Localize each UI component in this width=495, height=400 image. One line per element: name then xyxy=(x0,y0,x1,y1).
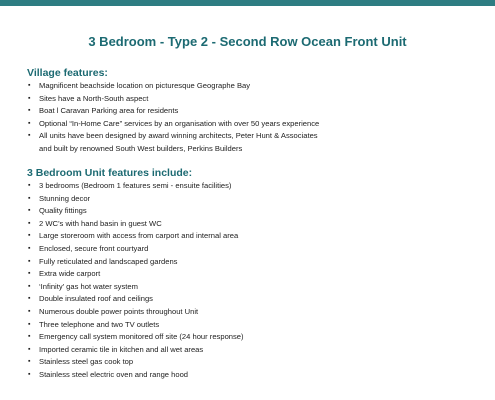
unit-feature-item-text: Emergency call system monitored off site (24 hour response) xyxy=(39,332,244,342)
unit-feature-item-text: Imported ceramic tile in kitchen and all wet areas xyxy=(39,344,204,354)
village-feature-item xyxy=(27,105,477,118)
unit-feature-item xyxy=(27,281,477,294)
bullet-icon: ▪ xyxy=(28,244,31,252)
unit-feature-item-text: Double insulated roof and ceilings xyxy=(39,294,153,304)
bullet-icon: ▪ xyxy=(28,207,31,215)
village-features-heading: Village features: xyxy=(27,67,108,79)
unit-feature-item-text: ‘Infinity’ gas hot water system xyxy=(39,281,138,291)
village-features-section xyxy=(27,66,477,156)
bullet-icon: ▪ xyxy=(28,333,31,341)
header-bar xyxy=(0,0,495,6)
village-feature-item xyxy=(27,143,477,156)
bullet-icon: ▪ xyxy=(28,270,31,278)
village-feature-item xyxy=(27,118,477,131)
village-feature-item-text: Boat l Caravan Parking area for residents xyxy=(39,106,179,116)
village-feature-item-text: and built by renowned South West builders, Perkins Builders xyxy=(39,143,243,153)
unit-feature-item xyxy=(27,293,477,306)
unit-feature-item xyxy=(27,205,477,218)
unit-feature-item xyxy=(27,344,477,357)
village-features-list xyxy=(27,80,477,156)
bullet-icon: ▪ xyxy=(28,370,31,378)
bullet-icon: ▪ xyxy=(28,94,31,102)
bullet-icon: ▪ xyxy=(28,358,31,366)
village-feature-item-text: Magnificent beachside location on picturesque Geographe Bay xyxy=(39,81,251,90)
unit-features-list xyxy=(27,180,477,382)
unit-feature-item-text: Stunning decor xyxy=(39,193,91,203)
village-feature-item-text: Sites have a North-South aspect xyxy=(39,93,149,103)
bullet-icon: ▪ xyxy=(28,132,31,140)
unit-features-heading: 3 Bedroom Unit features include: xyxy=(27,167,193,179)
village-feature-item-text: Optional “In-Home Care” services by an organisation with over 50 years experience xyxy=(39,118,320,128)
unit-feature-item xyxy=(27,230,477,243)
unit-feature-item xyxy=(27,319,477,332)
unit-feature-item-text: Quality fittings xyxy=(39,206,87,216)
unit-feature-item-text: Three telephone and two TV outlets xyxy=(39,319,160,329)
bullet-icon: ▪ xyxy=(28,320,31,328)
unit-feature-item-text: Fully reticulated and landscaped gardens xyxy=(39,256,178,266)
bullet-icon: ▪ xyxy=(28,282,31,290)
bullet-icon: ▪ xyxy=(28,345,31,353)
unit-feature-item-text: Stainless steel gas cook top xyxy=(39,357,134,367)
unit-feature-item xyxy=(27,180,477,193)
unit-feature-item-text: Stainless steel electric oven and range hood xyxy=(39,369,189,379)
village-feature-item-text: All units have been designed by award winning architects, Peter Hunt & Associates xyxy=(39,131,318,141)
bullet-icon: ▪ xyxy=(28,182,31,189)
village-feature-item xyxy=(27,130,477,143)
bullet-icon: ▪ xyxy=(28,219,31,227)
bullet-icon: ▪ xyxy=(28,194,31,202)
unit-feature-item xyxy=(27,369,477,382)
village-feature-item xyxy=(27,93,477,106)
bullet-icon: ▪ xyxy=(28,82,31,89)
document-title: 3 Bedroom - Type 2 - Second Row Ocean Front Unit xyxy=(88,34,407,49)
bullet-icon: ▪ xyxy=(28,257,31,265)
unit-feature-item-text: Numerous double power points throughout Unit xyxy=(39,306,199,316)
unit-feature-item xyxy=(27,243,477,256)
unit-feature-item-text: 2 WC’s with hand basin in guest WC xyxy=(39,218,162,228)
village-feature-item xyxy=(27,80,477,93)
unit-feature-item xyxy=(27,331,477,344)
unit-feature-item xyxy=(27,256,477,269)
unit-feature-item-text: Enclosed, secure front courtyard xyxy=(39,243,149,253)
unit-feature-item xyxy=(27,268,477,281)
unit-feature-item xyxy=(27,218,477,231)
unit-feature-item xyxy=(27,356,477,369)
unit-feature-item xyxy=(27,306,477,319)
bullet-icon: ▪ xyxy=(28,232,31,240)
unit-features-section xyxy=(27,166,477,382)
unit-feature-item-text: Extra wide carport xyxy=(39,269,101,279)
bullet-icon: ▪ xyxy=(28,307,31,315)
unit-feature-item-text: Large storeroom with access from carport and internal area xyxy=(39,231,239,241)
unit-feature-item xyxy=(27,193,477,206)
bullet-icon: ▪ xyxy=(28,119,31,127)
bullet-icon: ▪ xyxy=(28,295,31,303)
bullet-icon: ▪ xyxy=(28,107,31,115)
unit-feature-item-text: 3 bedrooms (Bedroom 1 features semi - ensuite facilities) xyxy=(39,181,232,190)
